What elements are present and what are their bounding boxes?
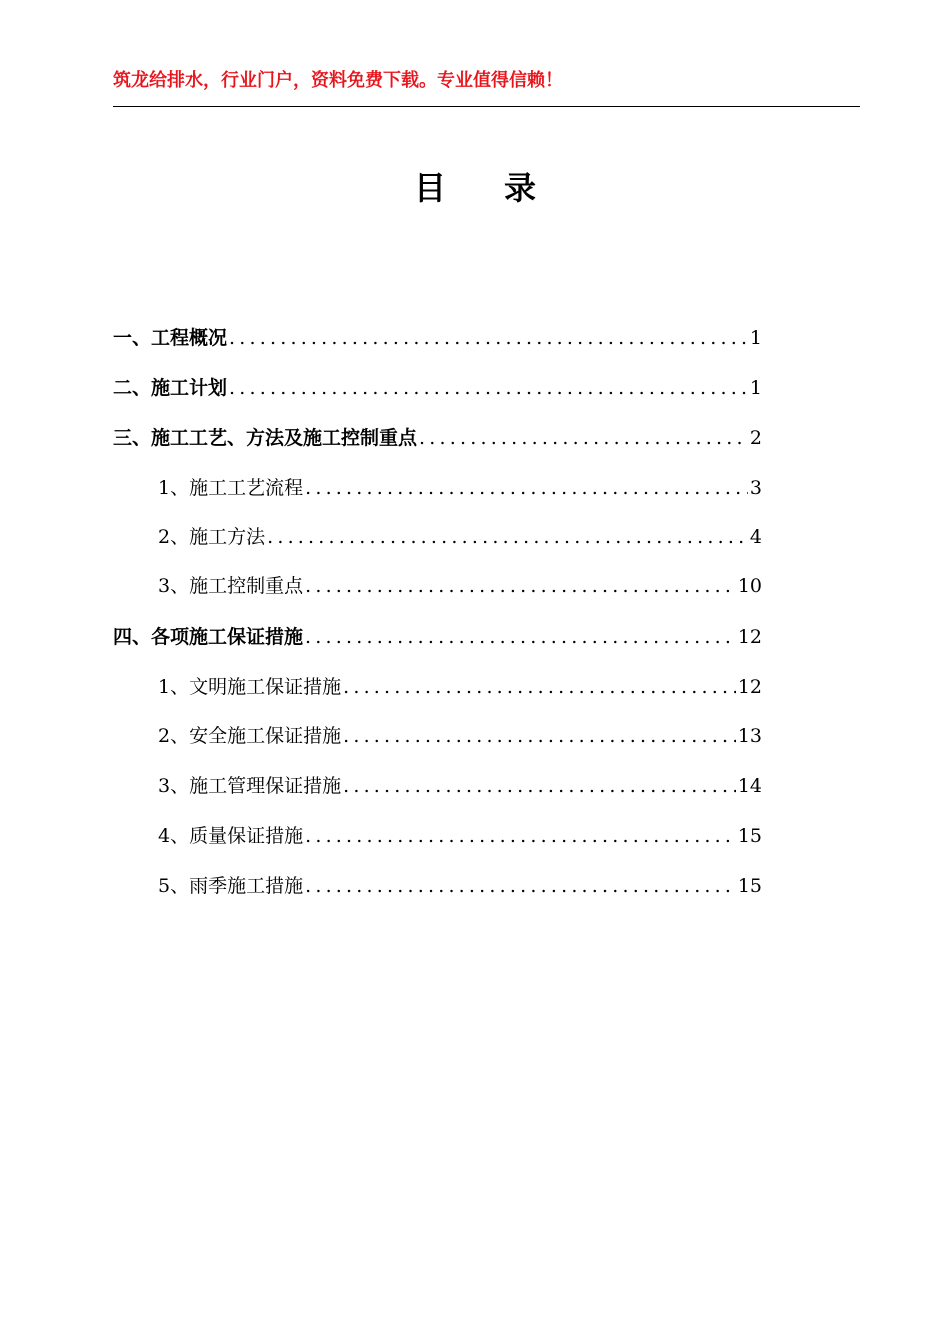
toc-entry-page: 3: [749, 477, 762, 499]
toc-dot-leader: [227, 324, 748, 352]
header-text: 筑龙给排水，行业门户，资料免费下载。专业值得信赖！: [113, 70, 563, 91]
toc-entry-section-4-4[interactable]: [158, 820, 762, 850]
toc-entry-label: 二、施工计划: [113, 377, 228, 399]
toc-entry-label: 2、安全施工保证措施: [158, 725, 342, 747]
toc-entry-label: 四、各项施工保证措施: [113, 626, 304, 648]
toc-entry-label: 3、施工管理保证措施: [158, 775, 342, 797]
toc-entry-label: 3、施工控制重点: [158, 575, 304, 597]
toc-dot-leader: [341, 722, 736, 750]
toc-entry-page: 4: [749, 526, 762, 548]
toc-dot-leader: [303, 872, 736, 900]
toc-entry-section-4-5[interactable]: [158, 870, 762, 900]
toc-entry-section-3-2[interactable]: [158, 521, 762, 551]
toc-dot-leader: [341, 772, 736, 800]
toc-entry-section-3-3[interactable]: [158, 570, 762, 600]
toc-entry-page: 15: [737, 875, 762, 897]
toc-entry-label: 一、工程概况: [113, 327, 228, 349]
toc-entry-section-3-1[interactable]: [158, 472, 762, 502]
toc-entry-page: 2: [749, 427, 762, 449]
toc-entry-page: 15: [737, 825, 762, 847]
toc-dot-leader: [341, 673, 736, 701]
toc-entry-label: 5、雨季施工措施: [158, 875, 304, 897]
toc-entry-label: 1、施工工艺流程: [158, 477, 304, 499]
toc-dot-leader: [265, 523, 748, 551]
toc-entry-label: 三、施工工艺、方法及施工控制重点: [113, 427, 418, 449]
toc-entry-section-1[interactable]: [113, 322, 762, 352]
toc-entry-page: 1: [749, 377, 762, 399]
toc-entry-page: 12: [737, 626, 762, 648]
toc-entry-section-3[interactable]: [113, 422, 762, 452]
toc-entry-section-4-1[interactable]: [158, 671, 762, 701]
toc-title: 目录: [413, 169, 594, 207]
toc-entry-page: 13: [737, 725, 762, 747]
toc-entry-label: 1、文明施工保证措施: [158, 676, 342, 698]
toc-dot-leader: [303, 572, 736, 600]
toc-entry-page: 1: [749, 327, 762, 349]
toc-entry-section-2[interactable]: [113, 372, 762, 402]
toc-entry-label: 2、施工方法: [158, 526, 266, 548]
toc-dot-leader: [303, 474, 748, 502]
toc-entry-section-4-3[interactable]: [158, 770, 762, 800]
toc-entry-page: 14: [737, 775, 762, 797]
toc-dot-leader: [303, 623, 736, 651]
toc-entry-page: 12: [737, 676, 762, 698]
toc-entry-page: 10: [737, 575, 762, 597]
toc-entry-section-4[interactable]: [113, 621, 762, 651]
toc-entry-section-4-2[interactable]: [158, 720, 762, 750]
toc-dot-leader: [303, 822, 736, 850]
toc-entry-label: 4、质量保证措施: [158, 825, 304, 847]
toc-dot-leader: [227, 374, 748, 402]
toc-dot-leader: [417, 424, 748, 452]
